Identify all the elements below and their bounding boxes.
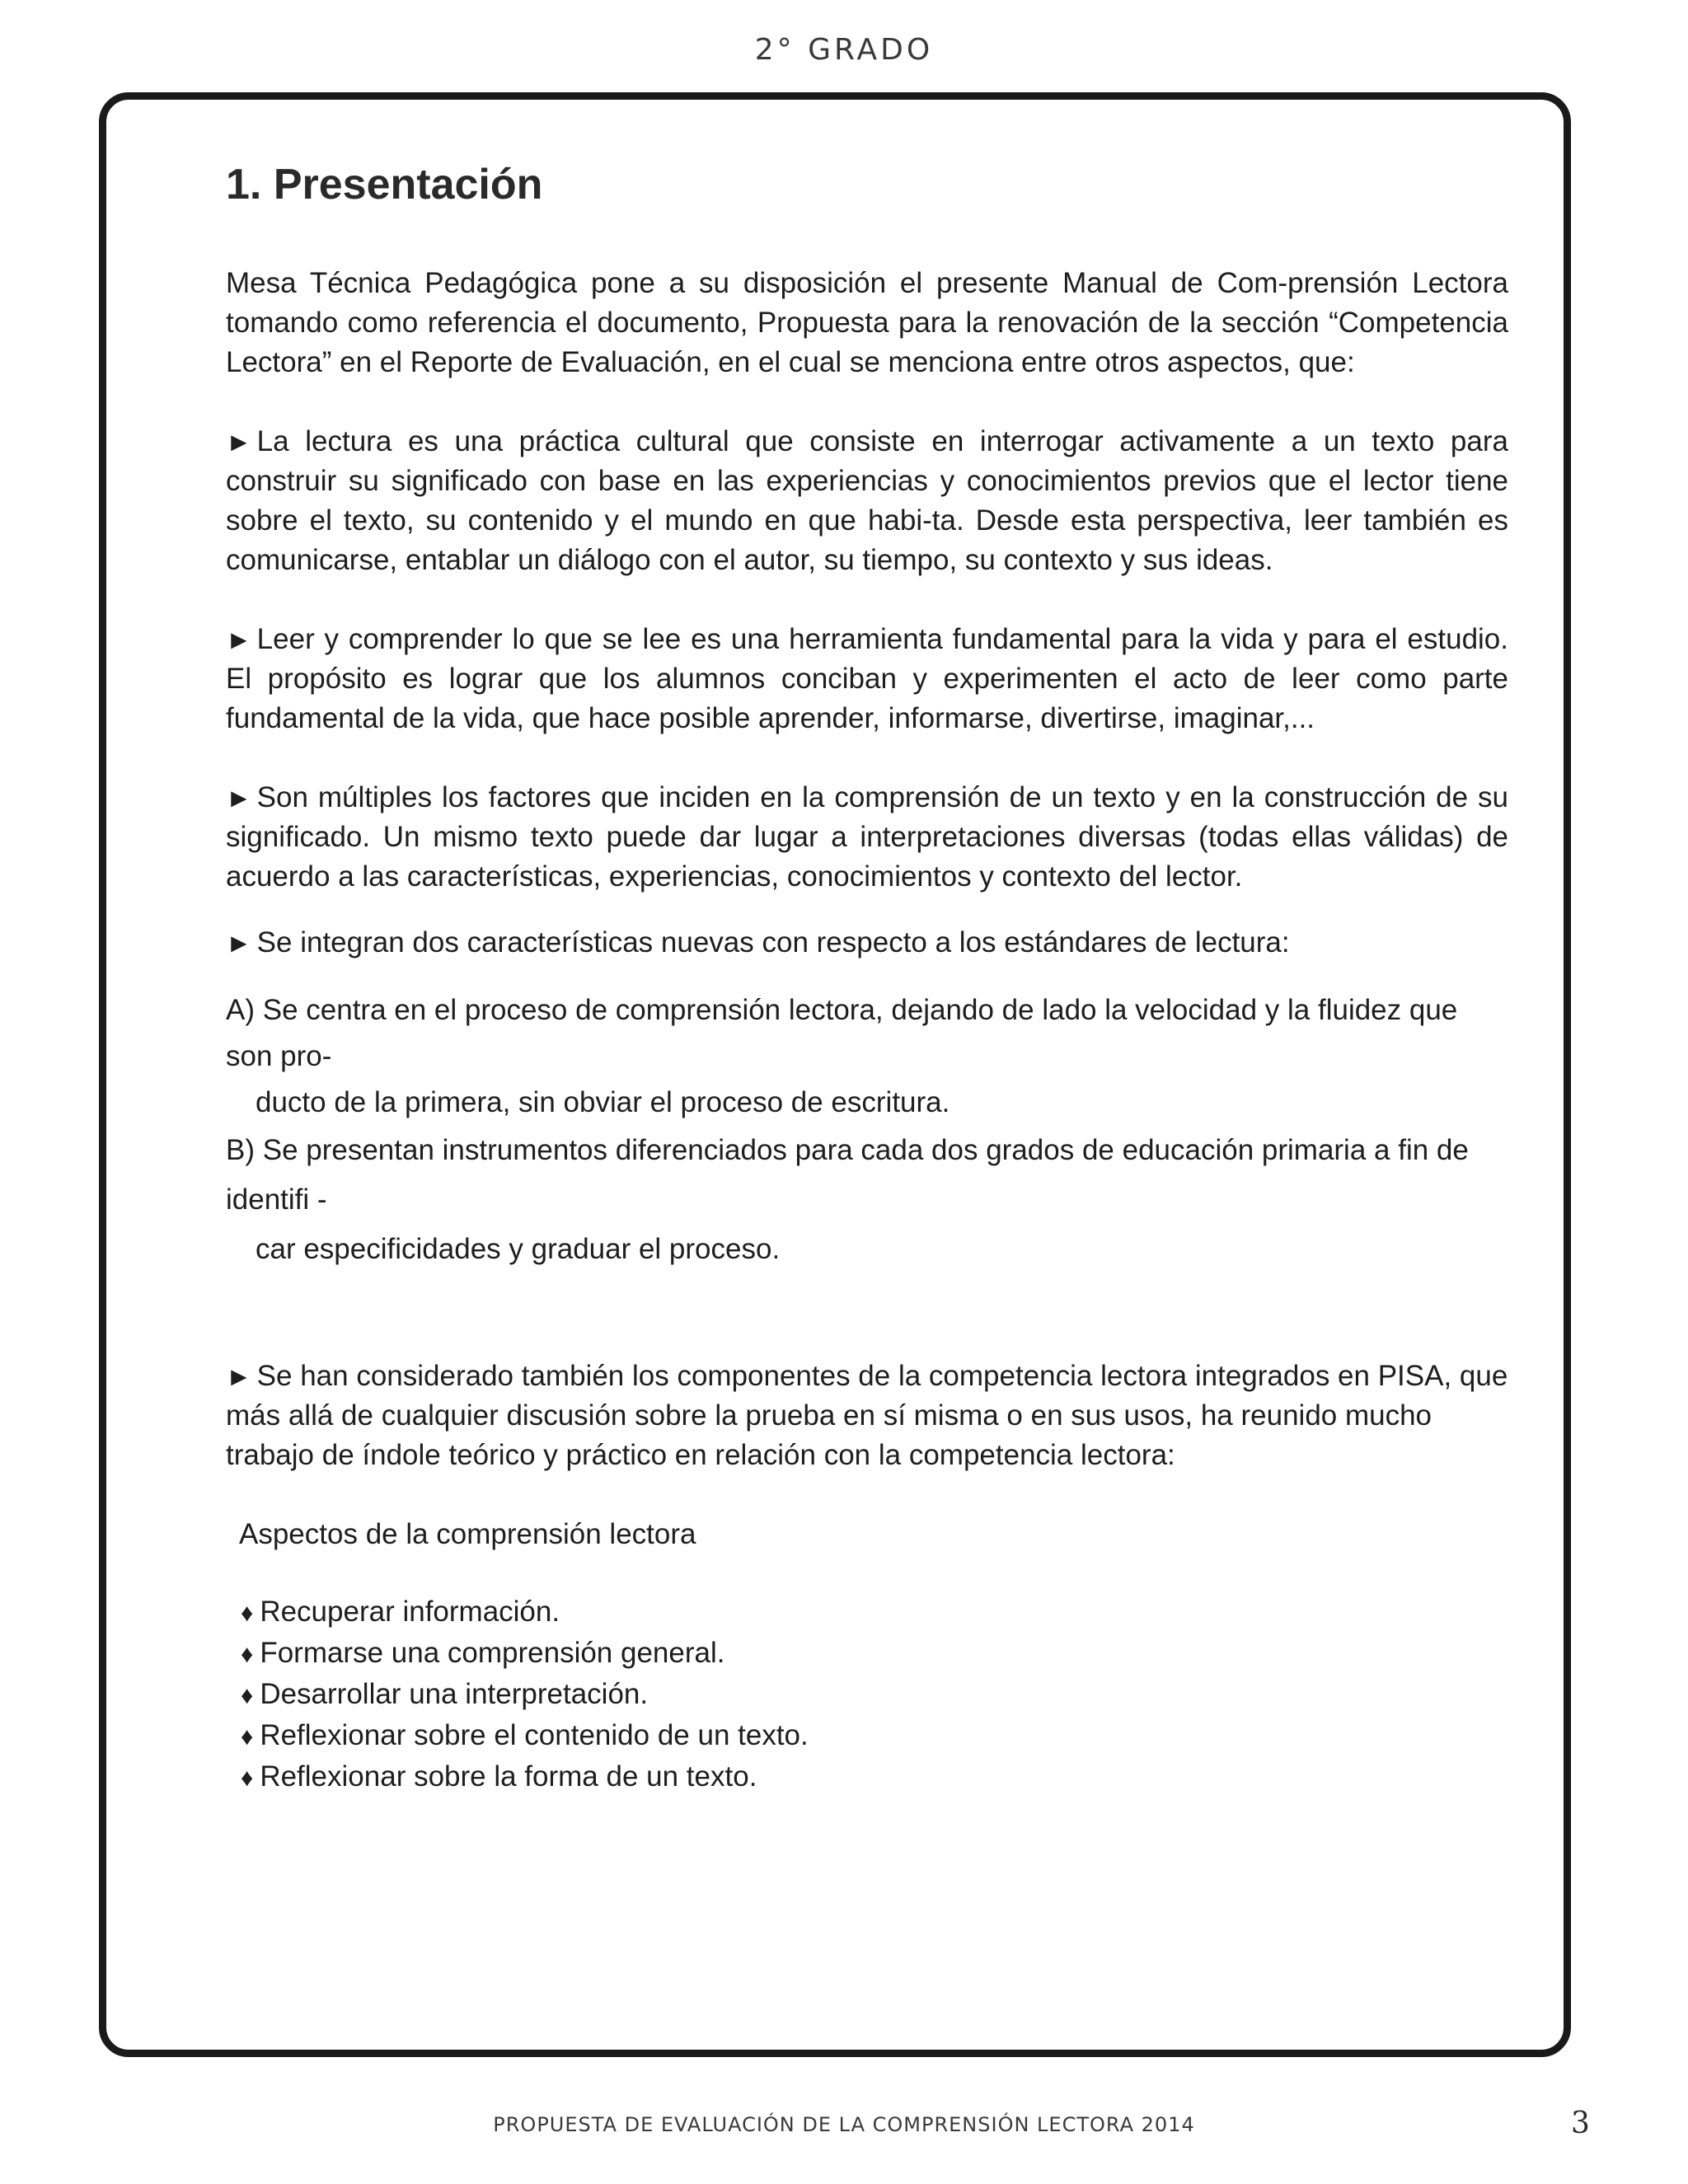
bullet-text-2: Leer y comprender lo que se lee es una herramienta fundamental para la vida y para el estudio. El propósito es lograr que los alumnos conciban y experimenten el acto de leer como parte fundamental de la vida, que hace posible aprender, informarse, divertirse, imaginar,...	[226, 623, 1508, 734]
lettered-item-a	[226, 987, 1508, 1126]
lettered-item-b-line1: B) Se presentan instrumentos diferenciados para cada dos grados de educación primaria a fin de identifi -	[226, 1134, 1469, 1216]
triangle-bullet-icon: ►	[226, 928, 252, 958]
aspects-heading: Aspectos de la comprensión lectora	[239, 1518, 696, 1550]
lettered-item-b-line2: car especificidades y graduar el proceso.	[256, 1233, 781, 1265]
lettered-item-a-line1: A) Se centra en el proceso de comprensión lectora, dejando de lado la velocidad y la fluidez que son pro-	[226, 994, 1458, 1072]
aspect-text: Recuperar información.	[260, 1596, 560, 1628]
list-item	[241, 1592, 1508, 1633]
triangle-bullet-icon: ►	[226, 427, 252, 457]
list-item	[241, 1716, 1508, 1757]
running-footer: PROPUESTA DE EVALUACIÓN DE LA COMPRENSIÓN LECTORA 2014	[493, 2113, 1195, 2136]
bullet-paragraph-5	[226, 1357, 1508, 1475]
page-number: 3	[1571, 2107, 1590, 2140]
aspect-text: Reflexionar sobre el contenido de un texto.	[260, 1719, 809, 1751]
aspect-text: Formarse una comprensión general.	[260, 1637, 725, 1669]
diamond-bullet-icon: ♦	[241, 1765, 254, 1792]
triangle-bullet-icon: ►	[226, 783, 252, 813]
page-content	[226, 155, 1508, 1798]
lettered-item-a-line2: ducto de la primera, sin obviar el proceso de escritura.	[256, 1086, 950, 1118]
section-title: 1. Presentación	[226, 161, 543, 209]
list-item	[241, 1633, 1508, 1675]
bullet-paragraph-3	[226, 778, 1508, 897]
triangle-bullet-icon: ►	[226, 625, 252, 654]
bullet-text-5: Se han considerado también los componentes de la competencia lectora integrados en PISA, que más allá de cualquier discusión sobre la prueba en sí misma o en sus usos, ha reunido mucho trabajo de índole teórico y práctico en relación con la competencia lectora:	[226, 1360, 1508, 1471]
bullet-text-3: Son múltiples los factores que inciden en la comprensión de un texto y en la construcción de su significado. Un mismo texto puede dar lugar a interpretaciones diversas (todas ellas válidas) de acuerdo a las características, experiencias, conocimientos y contexto del lector.	[226, 781, 1508, 893]
triangle-bullet-icon: ►	[226, 1361, 252, 1391]
intro-paragraph: Mesa Técnica Pedagógica pone a su disposición el presente Manual de Com-prensión Lectora tomando como referencia el documento, Propuesta para la renovación de la sección “Competencia Lectora” en el Reporte de Evaluación, en el cual se menciona entre otros aspectos, que:	[226, 267, 1508, 378]
diamond-bullet-icon: ♦	[241, 1682, 254, 1709]
bullet-paragraph-1	[226, 422, 1508, 580]
lettered-item-b	[226, 1126, 1508, 1274]
bullet-text-1: La lectura es una práctica cultural que consiste en interrogar activamente a un texto para construir su significado con base en las experiencias y conocimientos previos que el lector tiene sobre el texto, su contenido y el mundo en que habi-ta. Desde esta perspectiva, leer también es comunicarse, entablar un diálogo con el autor, su tiempo, su contexto y sus ideas.	[226, 425, 1508, 576]
aspect-text: Desarrollar una interpretación.	[260, 1678, 649, 1710]
list-item	[241, 1675, 1508, 1716]
diamond-bullet-icon: ♦	[241, 1600, 254, 1627]
bullet-paragraph-4	[226, 923, 1508, 963]
diamond-bullet-icon: ♦	[241, 1641, 254, 1668]
aspects-list	[241, 1592, 1508, 1798]
aspect-text: Reflexionar sobre la forma de un texto.	[260, 1760, 757, 1793]
bullet-text-4: Se integran dos características nuevas con respecto a los estándares de lectura:	[256, 926, 1290, 958]
list-item	[241, 1757, 1508, 1798]
bullet-paragraph-2	[226, 620, 1508, 738]
running-header: 2° GRADO	[754, 33, 934, 67]
diamond-bullet-icon: ♦	[241, 1723, 254, 1750]
